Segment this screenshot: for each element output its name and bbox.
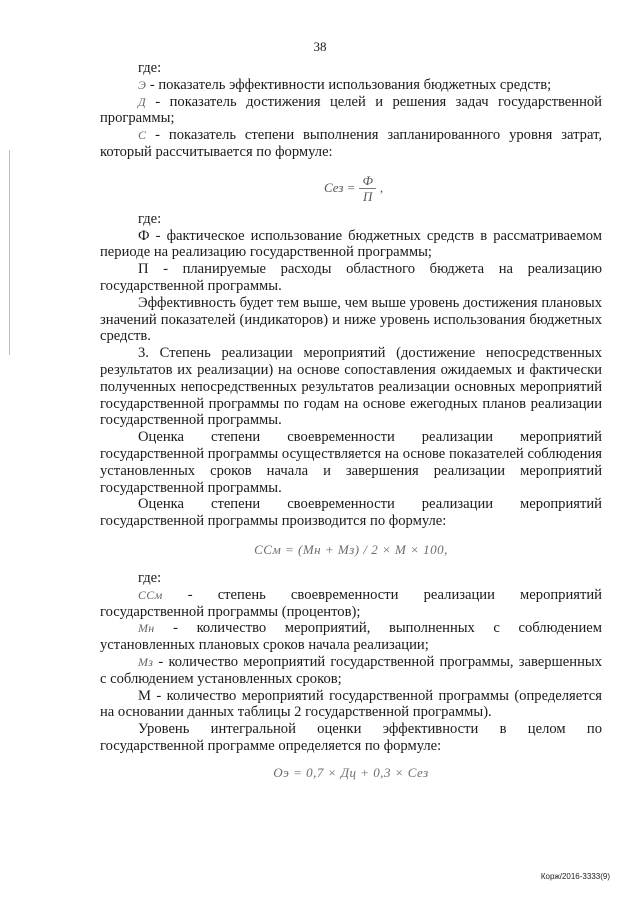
definition-c xyxy=(100,127,602,161)
margin-line xyxy=(9,150,10,355)
definition-e-text: - показатель эффективности использования бюджетных средств; xyxy=(146,76,552,93)
formula-timeliness: ССм = (Мн + Мз) / 2 × М × 100, xyxy=(254,541,448,557)
var-e: Э xyxy=(138,77,147,92)
definition-m: М - количество мероприятий государственной программы (определяется на основании данных таблицы 2 государственной программы). xyxy=(100,687,602,721)
efficiency-paragraph: Эффективность будет тем выше, чем выше уровень достижения плановых значений показателей (индикаторов) и ниже уровень использования бюджетных средств. xyxy=(100,294,602,345)
where-label-2: где: xyxy=(138,210,162,227)
definition-d xyxy=(100,94,602,128)
definition-cc xyxy=(100,587,602,621)
where-label-1: где: xyxy=(138,60,162,76)
page-number: 38 xyxy=(313,39,327,54)
assessment-paragraph-1: Оценка степени своевременности реализации мероприятий государственной программы осуществляется на основе показателей соблюдения установленных сроков начала и завершения реализации мероприятий государственной программы. xyxy=(100,429,602,496)
formula1-numerator: Ф xyxy=(359,173,375,189)
var-cc: ССм xyxy=(138,587,163,602)
where-label-3: где: xyxy=(138,569,162,586)
integral-paragraph: Уровень интегральной оценки эффективности в целом по государственной программе определяется по формуле: xyxy=(100,721,602,754)
definition-mn-text: - количество мероприятий, выполненных с соблюдением установленных плановых сроков начала реализации; xyxy=(100,620,602,654)
definition-phi: Ф - фактическое использование бюджетных средств в рассматриваемом периоде на реализацию государственной программы; xyxy=(100,227,602,261)
definition-c-text: - показатель степени выполнения запланированного уровня затрат, который рассчитывается по формуле: xyxy=(100,127,602,160)
definition-pi: П - планируемые расходы областного бюджета на реализацию государственной программы. xyxy=(100,261,602,294)
definition-mz-text: - количество мероприятий государственной программы, завершенных с соблюдением установленных сроков; xyxy=(100,653,602,687)
definition-cc-text: - степень своевременности реализации мероприятий государственной программы (процентов); xyxy=(100,586,602,620)
formula-cost-level xyxy=(100,161,602,211)
assessment-paragraph-2: Оценка степени своевременности реализации мероприятий государственной программы производится по формуле: xyxy=(100,496,602,530)
document-body xyxy=(100,60,602,791)
point-3-paragraph: 3. Степень реализации мероприятий (достижение непосредственных результатов их реализации) на основе сопоставления ожидаемых и фактически полученных непосредственных результатов реализации основных мероприятий государственной программы по годам на основе ежегодных планов реализации государственной программы. xyxy=(100,345,602,429)
formula1-lhs: Сез = xyxy=(324,179,356,195)
footer-code: Корж/2016-3333(9) xyxy=(540,872,610,881)
definition-mz xyxy=(100,654,602,688)
formula-integral: Оэ = 0,7 × Дц + 0,3 × Сез xyxy=(273,764,429,780)
definition-mn xyxy=(100,620,602,654)
var-c: С xyxy=(138,128,147,143)
formula1-tail: , xyxy=(379,179,384,195)
formula1-fraction xyxy=(359,173,375,204)
var-mn: Мн xyxy=(138,621,155,636)
var-mz: Мз xyxy=(138,654,154,669)
var-d: Д xyxy=(138,94,146,109)
definition-e xyxy=(100,77,602,94)
definition-d-text: - показатель достижения целей и решения задач государственной программы; xyxy=(100,93,602,127)
formula1-denominator: П xyxy=(362,188,373,204)
